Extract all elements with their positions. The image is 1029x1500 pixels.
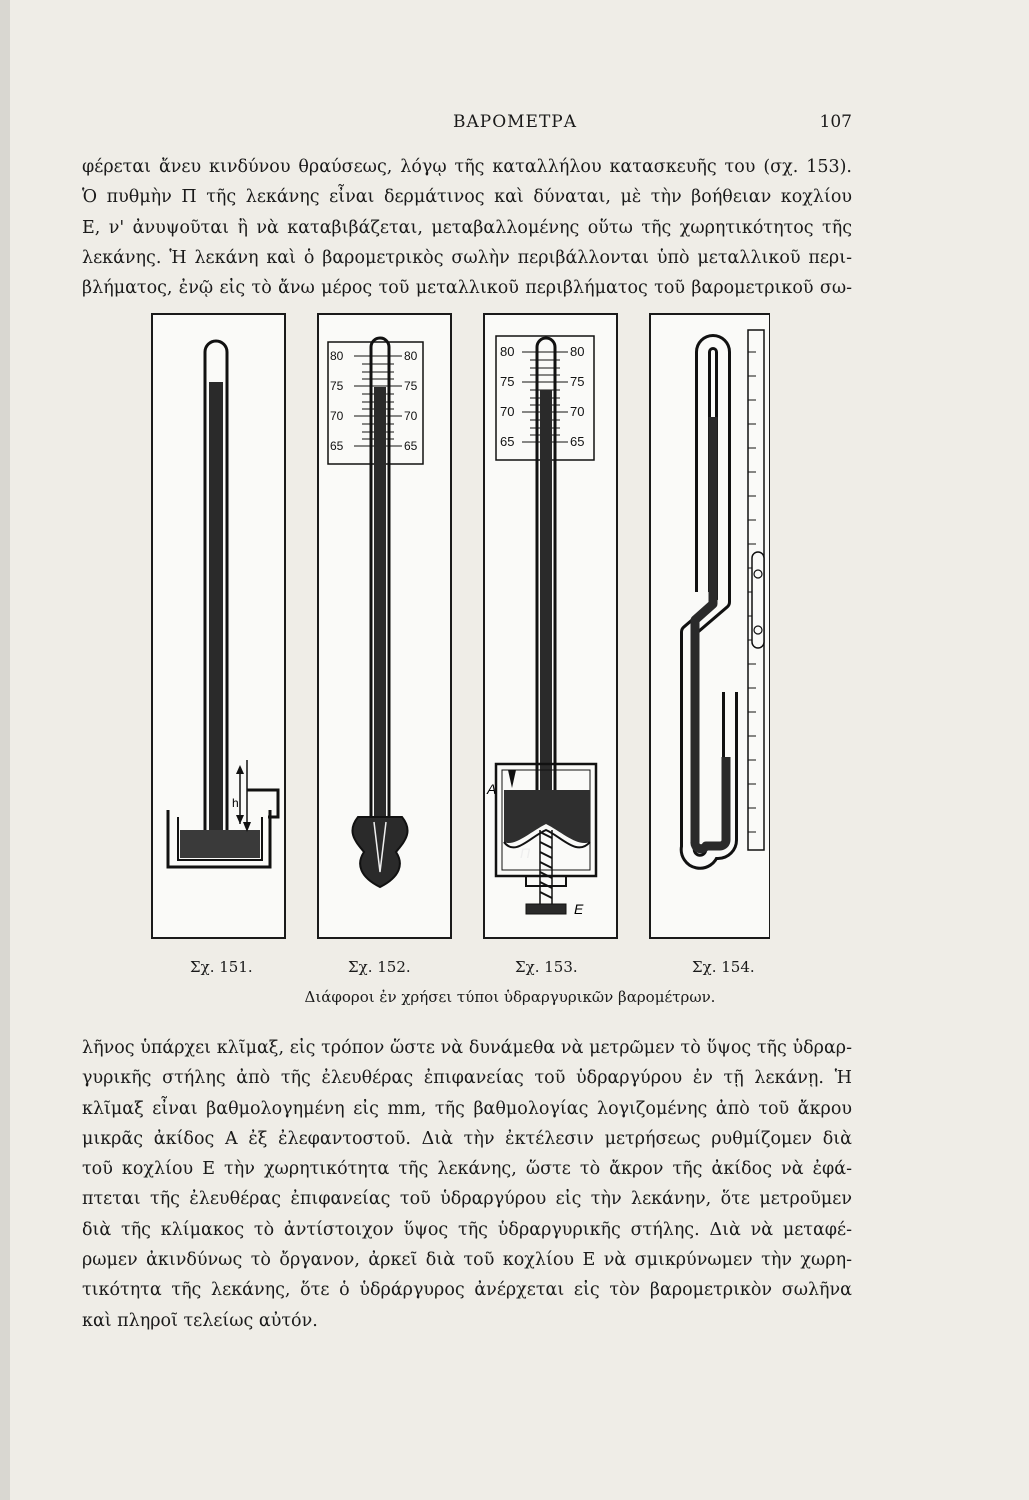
- label-p: Π: [520, 845, 531, 861]
- scale-left-80: 80: [330, 349, 344, 363]
- caption-fig-154: Σχ. 154.: [692, 958, 755, 976]
- text-line: διὰ τῆς κλίμακος τὸ ἀντίστοιχον ὕψος τῆς ὑδραργυρικῆς στήλης. Διὰ νὰ μεταφέ-: [82, 1219, 852, 1240]
- scale-right-70: 70: [404, 409, 418, 423]
- scale-right-65: 65: [404, 439, 418, 453]
- running-title: ΒΑΡΟΜΕΤΡΑ: [452, 112, 577, 132]
- scale-right-80: 80: [404, 349, 418, 363]
- figure-caption: Διάφοροι ἐν χρήσει τύποι ὑδραργυρικῶν βαρομέτρων.: [304, 988, 716, 1006]
- figure-152: [318, 314, 451, 938]
- scale-right-80: 80: [570, 344, 585, 359]
- text-line: τοῦ κοχλίου Ε τὴν χωρητικότητα τῆς λεκάνης, ὥστε τὸ ἄκρον τῆς ἀκίδος νὰ ἐφά-: [82, 1159, 852, 1180]
- text-line: λῆνος ὑπάρχει κλῖμαξ, εἰς τρόπον ὥστε νὰ δυνάμεθα νὰ μετρῶμεν τὸ ὕψος τῆς ὑδραρ-: [82, 1038, 852, 1058]
- text-line: μικρᾶς ἀκίδος Α ἐξ ἐλεφαντοστοῦ. Διὰ τὴν ἐκτέλεσιν μετρήσεως ρυθμίζομεν διὰ: [82, 1128, 852, 1149]
- scale-right-75: 75: [404, 379, 418, 393]
- text-line: Ὁ πυθμὴν Π τῆς λεκάνης εἶναι δερμάτινος καὶ δύναται, μὲ τὴν βοήθειαν κοχλίου: [82, 187, 852, 208]
- caption-fig-152: Σχ. 152.: [348, 958, 411, 976]
- text-line: βλήματος, ἐνῷ εἰς τὸ ἄνω μέρος τοῦ μεταλλικοῦ περιβλήματος τοῦ βαρομετρικοῦ σω-: [82, 278, 852, 299]
- text-line: λεκάνης. Ἡ λεκάνη καὶ ὁ βαρομετρικὸς σωλὴν περιβάλλονται ὑπὸ μεταλλικοῦ περι-: [82, 247, 852, 268]
- text-line: πτεται τῆς ἐλευθέρας ἐπιφανείας τοῦ ὑδραργύρου εἰς τὴν λεκάνην, ὅτε μετροῦμεν: [82, 1189, 852, 1210]
- figure-151: [152, 314, 285, 938]
- scale-left-65: 65: [330, 439, 344, 453]
- caption-fig-151: Σχ. 151.: [190, 958, 253, 976]
- scale-right-75: 75: [570, 374, 585, 389]
- scale-right-70: 70: [570, 404, 585, 419]
- paragraph-bottom: [82, 1033, 852, 1336]
- text-line: γυρικῆς στήλης ἀπὸ τῆς ἐλευθέρας ἐπιφανείας τοῦ ὑδραργύρου ἐν τῇ λεκάνῃ. Ἡ: [82, 1068, 852, 1089]
- scale-left-65: 65: [500, 434, 515, 449]
- text-line: καὶ πληροῖ τελείως αὐτόν.: [82, 1310, 318, 1331]
- text-line: φέρεται ἄνευ κινδύνου θραύσεως, λόγῳ τῆς καταλλήλου κατασκευῆς του (σχ. 153).: [82, 157, 852, 177]
- figure-153: [484, 314, 617, 938]
- text-line: κλῖμαξ εἶναι βαθμολογημένη εἰς mm, τῆς βαθμολογίας λογιζομένης ἀπὸ τοῦ ἄκρου: [82, 1098, 852, 1119]
- paragraph-top: [82, 152, 852, 303]
- scale-right-65: 65: [570, 434, 585, 449]
- scale-left-70: 70: [500, 404, 515, 419]
- scale-left-75: 75: [330, 379, 344, 393]
- scale-left-70: 70: [330, 409, 344, 423]
- scale-left-75: 75: [500, 374, 515, 389]
- text-line: Ε, ν' ἀνυψοῦται ἢ νὰ καταβιβάζεται, μεταβαλλομένης οὕτω τῆς χωρητικότητος τῆς: [82, 217, 852, 238]
- barometer-figures: [150, 312, 770, 940]
- label-e: E: [574, 901, 584, 917]
- text-line: τικότητα τῆς λεκάνης, ὅτε ὁ ὑδράργυρος ἀνέρχεται εἰς τὸν βαρομετρικὸν σωλῆνα: [82, 1280, 852, 1301]
- page-edge: [0, 0, 10, 1500]
- scale-left-80: 80: [500, 344, 515, 359]
- label-a: A: [487, 781, 497, 797]
- label-h: h: [232, 796, 239, 810]
- text-line: ρωμεν ἀκινδύνως τὸ ὄργανον, ἀρκεῖ διὰ τοῦ κοχλίου Ε νὰ σμικρύνωμεν τὴν χωρη-: [82, 1250, 852, 1271]
- caption-fig-153: Σχ. 153.: [515, 958, 578, 976]
- figure-154: [650, 314, 770, 938]
- page-number: 107: [819, 112, 852, 132]
